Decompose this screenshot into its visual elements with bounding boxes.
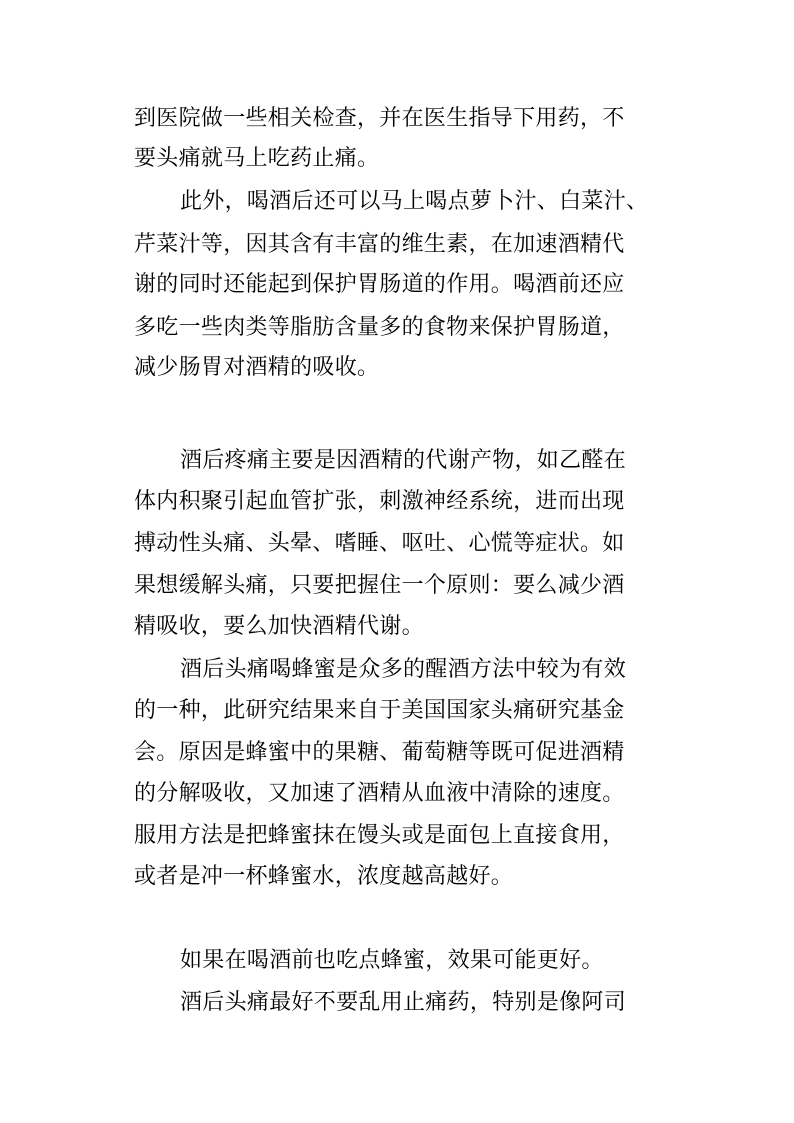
text-line: 酒后头痛喝蜂蜜是众多的醒酒方法中较为有效 [180,657,627,682]
text-line: 多吃一些肉类等脂肪含量多的食物来保护胃肠道， [134,315,625,340]
text-line: 的一种，此研究结果来自于美国国家头痛研究基金 [134,698,625,723]
text-line: 减少肠胃对酒精的吸收。 [134,355,380,380]
text-line: 要头痛就马上吃药止痛。 [134,146,380,171]
text-line: 精吸收，要么加快酒精代谢。 [134,614,424,639]
text-line: 果想缓解头痛，只要把握住一个原则：要么减少酒 [134,573,625,598]
text-line: 谢的同时还能起到保护胃肠道的作用。喝酒前还应 [134,272,625,297]
text-line: 搏动性头痛、头晕、嗜睡、呕吐、心慌等症状。如 [134,531,625,556]
text-line: 服用方法是把蜂蜜抹在馒头或是面包上直接食用， [134,823,625,848]
text-line: 的分解吸收，又加速了酒精从血液中清除的速度。 [134,781,625,806]
text-line: 此外，喝酒后还可以马上喝点萝卜汁、白菜汁、 [180,189,649,214]
text-line: 到医院做一些相关检查，并在医生指导下用药，不 [134,106,625,131]
text-line: 会。原因是蜂蜜中的果糖、葡萄糖等既可促进酒精 [134,740,625,765]
text-line: 或者是冲一杯蜂蜜水，浓度越高越好。 [134,864,514,889]
text-line: 芹菜汁等，因其含有丰富的维生素，在加速酒精代 [134,232,625,257]
text-line: 体内积聚引起血管扩张，刺激神经系统，进而出现 [134,489,625,514]
text-line: 酒后头痛最好不要乱用止痛药，特别是像阿司 [180,990,627,1015]
text-line: 如果在喝酒前也吃点蜂蜜，效果可能更好。 [180,948,604,973]
text-line: 酒后疼痛主要是因酒精的代谢产物，如乙醛在 [180,448,627,473]
